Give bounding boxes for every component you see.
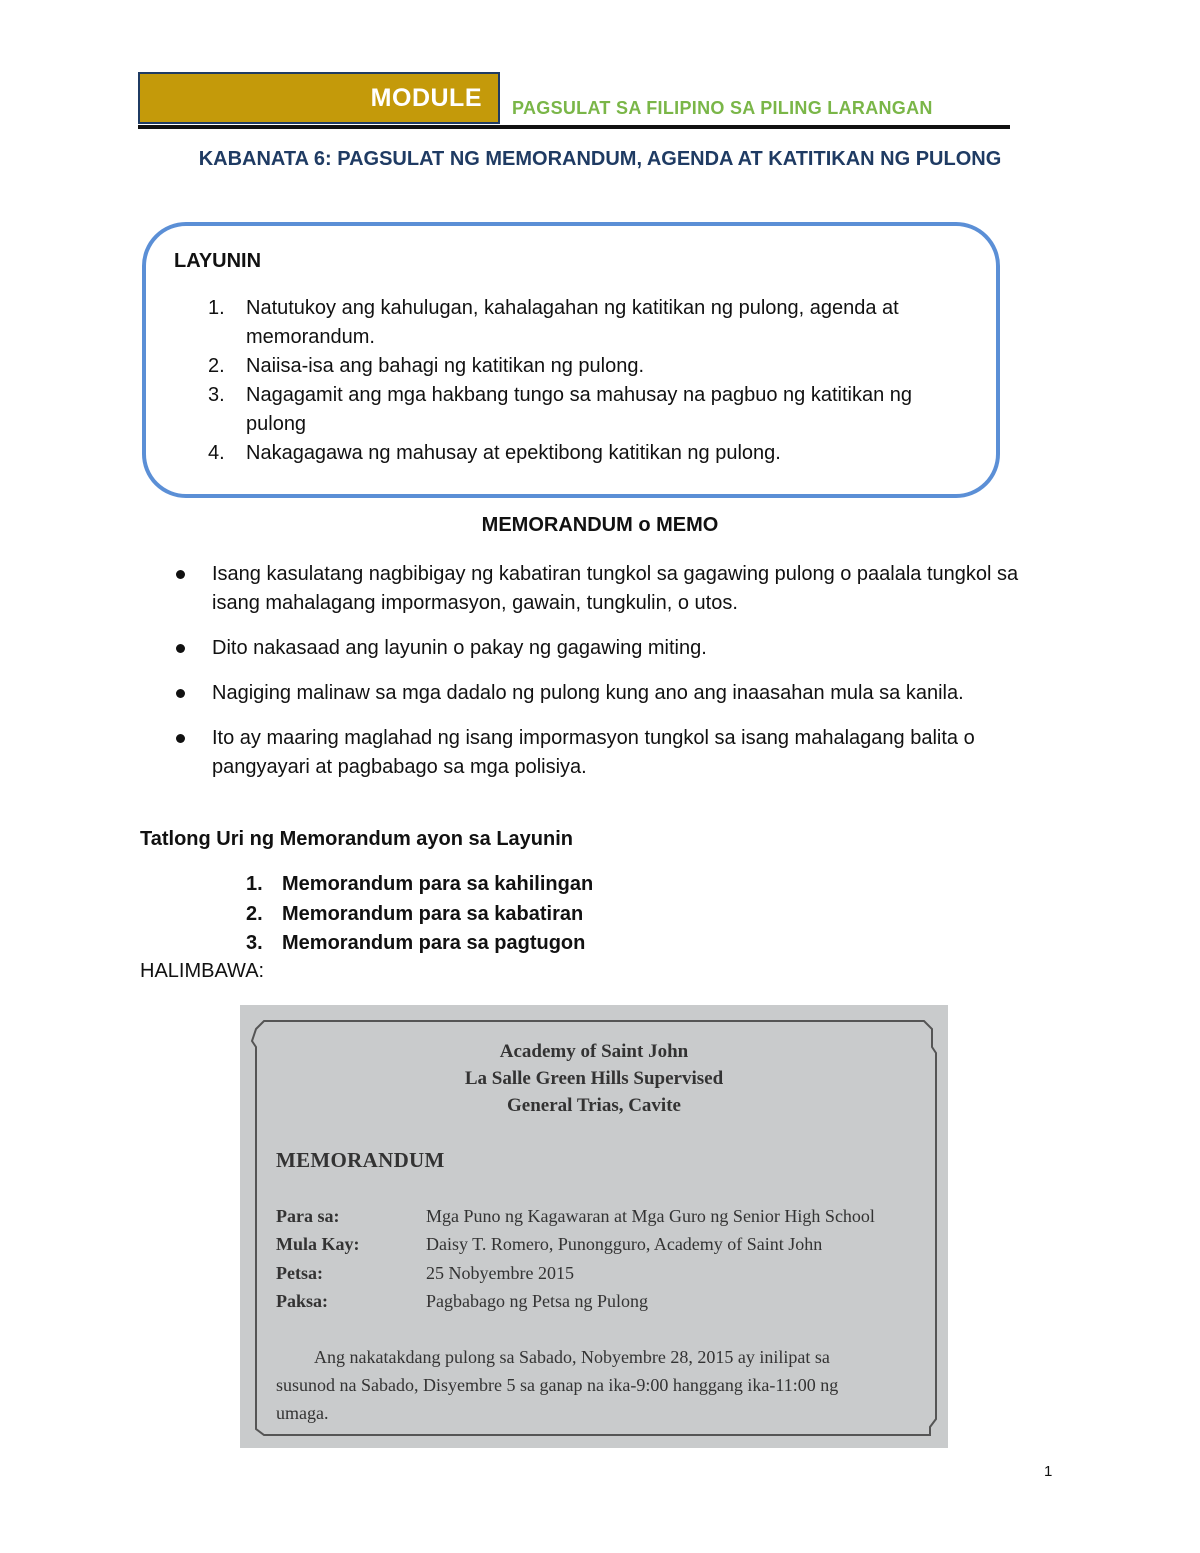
field-value-mula-kay: Daisy T. Romero, Punongguro, Academy of Saint John: [426, 1234, 823, 1254]
module-label: MODULE: [138, 72, 500, 124]
header-rule: [138, 125, 1010, 129]
memo-bullet-list: [172, 560, 1052, 798]
memo-type-item: 2. Memorandum para sa kabatiran: [246, 902, 584, 925]
chapter-title: KABANATA 6: PAGSULAT NG MEMORANDUM, AGENDA AT KATITIKAN NG PULONG: [198, 148, 1002, 170]
field-value-petsa: 25 Nobyembre 2015: [426, 1263, 574, 1283]
memo-body-line: Ang nakatakdang pulong sa Sabado, Nobyembre 28, 2015 ay inilipat sa: [314, 1347, 830, 1367]
objective-item: 4. Nakagagawa ng mahusay at epektibong katitikan ng pulong.: [208, 442, 781, 464]
memo-body-line: susunod na Sabado, Disyembre 5 sa ganap na ika-9:00 hanggang ika-11:00 ng: [276, 1375, 839, 1395]
field-value-para-sa: Mga Puno ng Kagawaran at Mga Guro ng Senior High School: [426, 1206, 875, 1226]
objectives-list: [208, 294, 948, 468]
bullet-item: Nagiging malinaw sa mga dadalo ng pulong kung ano ang inaasahan mula sa kanila.: [172, 679, 1052, 708]
objectives-heading: LAYUNIN: [174, 250, 262, 272]
memo-section-title: MEMORANDUM o MEMO: [481, 514, 719, 536]
bullet-dot-icon: [176, 689, 185, 698]
objective-item: 3. Nagagamit ang mga hakbang tungo sa mahusay na pagbuo ng katitikan ng pulong: [208, 384, 913, 435]
bullet-item: Dito nakasaad ang layunin o pakay ng gagawing miting.: [172, 634, 1052, 663]
page-number: 1: [1044, 1463, 1053, 1480]
bullet-dot-icon: [176, 570, 185, 579]
field-label-petsa: Petsa:: [276, 1263, 323, 1283]
field-label-paksa: Paksa:: [276, 1291, 329, 1311]
memo-heading: MEMORANDUM: [276, 1148, 445, 1172]
objective-item: 2. Naiisa-isa ang bahagi ng katitikan ng pulong.: [208, 355, 645, 377]
school-name: Academy of Saint John: [499, 1041, 689, 1062]
memo-types-list: [246, 870, 593, 959]
example-memo-photo: [240, 1005, 948, 1448]
field-label-mula-kay: Mula Kay:: [276, 1234, 360, 1254]
field-value-paksa: Pagbabago ng Petsa ng Pulong: [426, 1291, 648, 1311]
bullet-item: Ito ay maaring maglahad ng isang impormasyon tungkol sa isang mahalagang balita o pangyayari at pagbabago sa mga polisiya.: [172, 724, 1052, 782]
memo-type-item: 3. Memorandum para sa pagtugon: [246, 932, 586, 954]
school-location: General Trias, Cavite: [507, 1095, 681, 1116]
memo-types-heading: Tatlong Uri ng Memorandum ayon sa Layunin: [140, 828, 573, 850]
field-label-para-sa: Para sa:: [276, 1206, 340, 1226]
subject-title: PAGSULAT SA FILIPINO SA PILING LARANGAN: [512, 98, 933, 118]
memo-body-line: umaga.: [276, 1403, 329, 1423]
bullet-item: Isang kasulatang nagbibigay ng kabatiran tungkol sa gagawing pulong o paalala tungkol sa isang mahalagang impormasyon, gawain, tungkulin, o utos.: [172, 560, 1052, 618]
objective-item: 1. Natutukoy ang kahulugan, kahalagahan ng katitikan ng pulong, agenda at memorandum.: [208, 297, 899, 348]
bullet-dot-icon: [176, 644, 185, 653]
school-affiliation: La Salle Green Hills Supervised: [464, 1068, 724, 1089]
memo-type-item: 1. Memorandum para sa kahilingan: [246, 873, 594, 895]
bullet-dot-icon: [176, 734, 185, 743]
example-label: HALIMBAWA:: [140, 960, 265, 982]
